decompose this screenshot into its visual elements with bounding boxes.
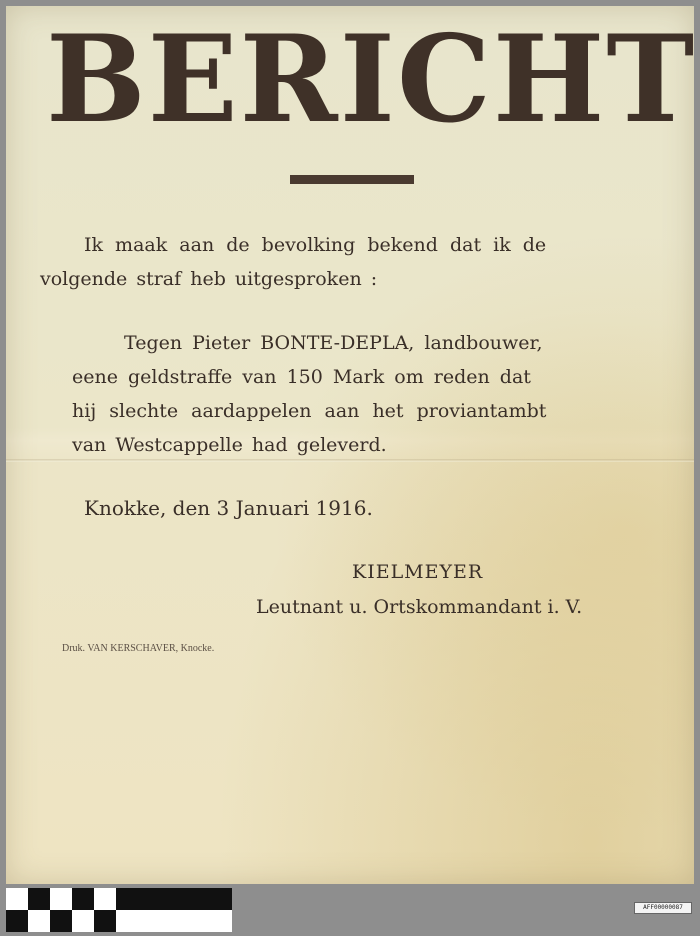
- scale-square: [116, 910, 232, 932]
- scale-square: [6, 888, 28, 910]
- intro-line-1: [40, 228, 634, 262]
- verdict-line-1: [72, 326, 634, 360]
- intro-line-1-text: Ik maak aan de bevolking bekend dat ik de: [84, 234, 547, 256]
- verdict-line-2-text: eene geldstraffe van 150 Mark om reden dat: [72, 366, 531, 388]
- signature-name: KIELMEYER: [352, 561, 484, 583]
- color-scale-strip: [6, 888, 232, 932]
- scale-square: [28, 888, 50, 910]
- scale-square: [116, 888, 232, 910]
- scale-square: [28, 910, 50, 932]
- scale-square: [50, 888, 72, 910]
- verdict-line-4: [72, 428, 634, 462]
- verdict-line-2: [72, 360, 634, 394]
- scale-square: [6, 910, 28, 932]
- title-divider: [290, 175, 414, 184]
- poster-title: BERICHT: [46, 7, 697, 150]
- verdict-line-1-text: Tegen Pieter BONTE-DEPLA, landbouwer,: [124, 332, 543, 354]
- intro-line-2: [40, 262, 634, 296]
- poster-sheet: [6, 6, 697, 884]
- scale-square: [72, 910, 94, 932]
- intro-line-2-text: volgende straf heb uitgesproken :: [40, 268, 378, 290]
- verdict-line-4-text: van Westcappelle had geleverd.: [72, 434, 387, 456]
- intro-paragraph: [40, 228, 634, 296]
- verdict-paragraph: [72, 326, 634, 462]
- scale-square: [94, 888, 116, 910]
- archive-reference-label: AFF00000087: [634, 902, 692, 914]
- scale-square: [50, 910, 72, 932]
- scale-square: [94, 910, 116, 932]
- signature-title: Leutnant u. Ortskommandant i. V.: [256, 596, 583, 618]
- printer-credit: Druk. VAN KERSCHAVER, Knocke.: [62, 643, 215, 654]
- scale-square: [72, 888, 94, 910]
- date-line: Knokke, den 3 Januari 1916.: [84, 496, 373, 520]
- verdict-line-3: [72, 394, 634, 428]
- verdict-line-3-text: hij slechte aardappelen aan het proviantambt: [72, 400, 547, 422]
